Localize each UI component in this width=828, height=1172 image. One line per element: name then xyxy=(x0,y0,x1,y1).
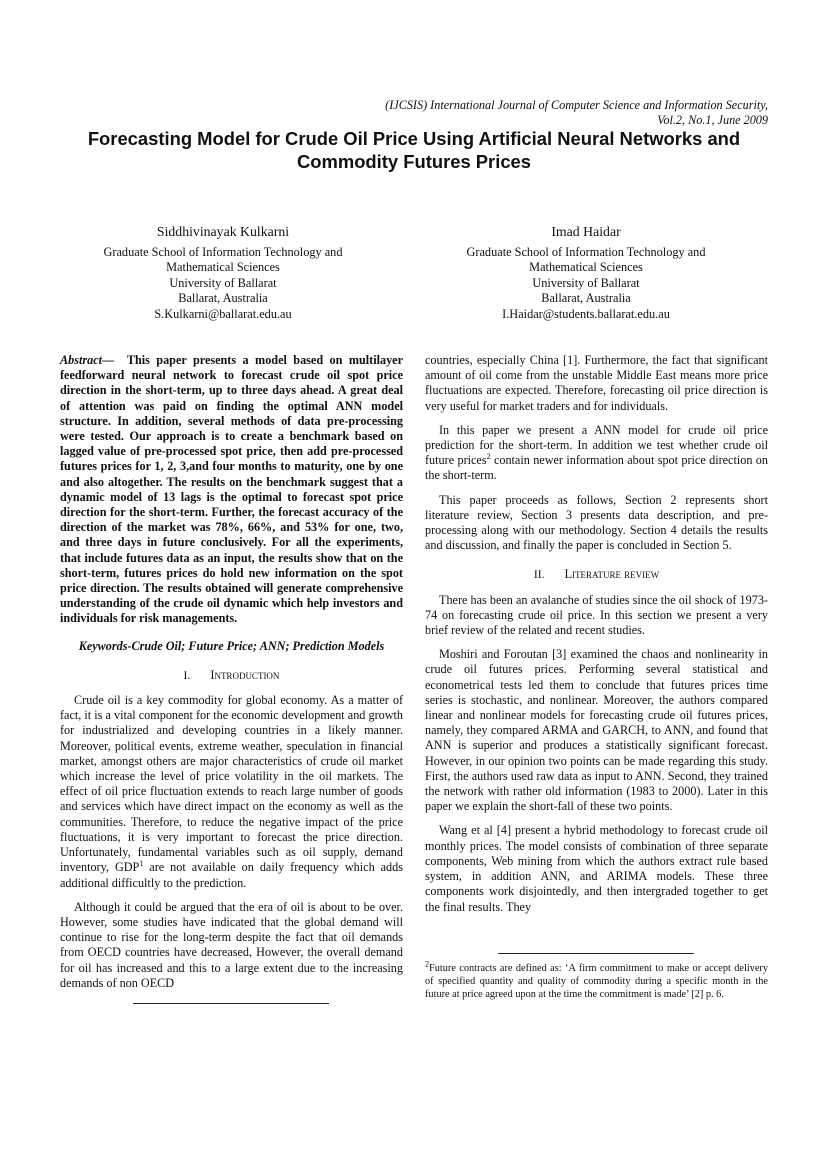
abstract-label: Abstract— xyxy=(60,353,115,367)
paragraph-text: are not available on daily frequency which adds additional difficultly to the prediction. xyxy=(60,860,403,890)
footnote-text: Future contracts are defined as: ‘A firm commitment to make or accept delivery of specified quantity and quality of commodity during a specific month in the future at price agreed upon at the time the commitment is made’ [2] p. 6. xyxy=(425,963,768,1000)
footnote-ref: 1 xyxy=(139,859,144,869)
author-affiliation: Mathematical Sciences xyxy=(529,260,643,274)
section-title: Introduction xyxy=(210,667,280,682)
author-affiliation: University of Ballarat xyxy=(532,275,640,290)
keywords: Keywords-Crude Oil; Future Price; ANN; Prediction Models xyxy=(78,638,385,653)
abstract xyxy=(60,353,403,627)
author-affiliation: Mathematical Sciences xyxy=(166,260,280,274)
literature-paragraph-3: Wang et al [4] present a hybrid methodology to forecast crude oil monthly prices. The model consists of combination of three separate components, Web mining from which the authors extract rule based system, in addition ANN, and ARIMA models. These three components work disjointedly, and then intergraded together to get the final results. They xyxy=(425,823,768,914)
journal-header xyxy=(208,98,768,128)
author-affiliation: University of Ballarat xyxy=(169,275,277,290)
right-paragraph-3: This paper proceeds as follows, Section 2 represents short literature review, Section 3 presents data description, and pre-processing along with our methodology. Section 4 details the results and discussion, and finally the paper is concluded in Section 5. xyxy=(425,492,768,553)
section-number: I. xyxy=(183,668,191,682)
footnote-rule-left xyxy=(133,1003,329,1004)
right-paragraph-2 xyxy=(425,423,768,484)
author-block-1 xyxy=(58,224,388,322)
paragraph-text: In this paper we present a ANN model for crude oil price prediction for the short-term. In addition we test whether crude oil future prices xyxy=(425,422,768,468)
right-column xyxy=(425,353,768,924)
author-affiliation: Graduate School of Information Technology and xyxy=(103,244,343,259)
intro-paragraph-1 xyxy=(60,693,403,891)
section-number: II. xyxy=(533,568,545,582)
author-affiliation: Ballarat, Australia xyxy=(541,291,631,305)
section-heading-literature xyxy=(425,567,768,582)
journal-line-2: Vol.2, No.1, June 2009 xyxy=(657,113,768,127)
title-line-1: Forecasting Model for Crude Oil Price Using Artificial Neural Networks and xyxy=(87,128,741,149)
author-name: Imad Haidar xyxy=(551,224,621,239)
title-line-2: Commodity Futures Prices xyxy=(296,151,532,172)
author-name: Siddhivinayak Kulkarni xyxy=(156,224,290,239)
author-affiliation: Graduate School of Information Technology and xyxy=(466,244,706,259)
author-email: S.Kulkarni@ballarat.edu.au xyxy=(154,306,292,321)
author-affiliation: Ballarat, Australia xyxy=(178,291,268,305)
journal-line-1: (IJCSIS) International Journal of Computer Science and Information Security, xyxy=(385,98,768,112)
abstract-text: This paper presents a model based on multilayer feedforward neural network to forecast crude oil spot price direction in the short-term, up to three days ahead. A great deal of attention was paid on finding the optimal ANN model structure. In addition, several methods of data pre-processing were tested. Our approach is to create a benchmark based on lagged value of pre-processed spot price, then add pre-processed futures prices for 1, 2, 3,and four months to maturity, one by one and also altogether. The results on the benchmark suggest that a dynamic model of 13 lags is the optimal to forecast spot price direction for the short-term. Further, the forecast accuracy of the direction of the market was 78%, 66%, and 53% for one, two, and three days in future conclusively. For all the experiments, that include futures data as an input, the results show that on the short-term, futures prices do hold new information on the spot price direction. The results obtained will generate comprehensive understanding of the crude oil dynamic which help investors and individuals for risk managements. xyxy=(60,353,403,626)
author-block-2 xyxy=(421,224,751,322)
left-column xyxy=(60,353,403,1000)
intro-paragraph-2: Although it could be argued that the era of oil is about to be over. However, some studies have indicated that the global demand will continue to rise for the long-term despite the fact that oil demands from OECD countries have decreased, However, the overall demand for oil has increased and this to a large extent due to the increasing demands of non OECD xyxy=(60,899,403,990)
footnote-mark: 2 xyxy=(425,959,429,969)
footnote xyxy=(425,959,768,1001)
literature-paragraph-1: There has been an avalanche of studies since the oil shock of 1973-74 on forecasting crude oil price. In this section we present a very brief review of the related and recent studies. xyxy=(425,592,768,638)
footnote-rule-right xyxy=(498,953,694,954)
author-email: I.Haidar@students.ballarat.edu.au xyxy=(502,306,670,321)
section-heading-introduction xyxy=(60,668,403,683)
paper-title xyxy=(60,127,768,173)
right-paragraph-1: countries, especially China [1]. Furthermore, the fact that significant amount of oil come from the unstable Middle East means more price fluctuations are expected. Therefore, forecasting oil price direction is very useful for market traders and for individuals. xyxy=(425,353,768,413)
footnote-ref: 2 xyxy=(486,452,491,462)
paragraph-text: Crude oil is a key commodity for global economy. As a matter of fact, it is a vital component for the economic development and growth for industrialized and developing countries in a likely manner. Moreover, political events, extreme weather, speculation in financial market, amongst others are major characteristics of crude oil market which increase the level of price volatility in the oil markets. The effect of oil price fluctuation extends to reach large number of goods and services which have direct impact on the economy as well as the communities. Therefore, to reduce the negative impact of the price fluctuations, it is very important to forecast the price direction. Unfortunately, fundamental variables such as oil supply, demand inventory, GDP xyxy=(60,693,403,875)
paragraph-text: contain newer information about spot price direction on the short-term. xyxy=(425,453,768,483)
section-title: Literature review xyxy=(564,567,660,582)
literature-paragraph-2: Moshiri and Foroutan [3] examined the chaos and nonlinearity in crude oil futures prices. Performing several statistical and econometrical tests led them to conclude that futures prices time series is stochastic, and nonlinear. Moreover, the authors compared linear and nonlinear models for forecasting crude oil futures prices, namely, they compared ARMA and GARCH, to ANN, and found that ANN is superior and produces a statistically significant forecast. However, in our opinion two points can be made regarding this study. First, the authors used raw data as input to ANN. Second, they trained the network with rather old information (1983 to 2000). Later in this paper we explain the short-fall of these two points. xyxy=(425,647,768,814)
